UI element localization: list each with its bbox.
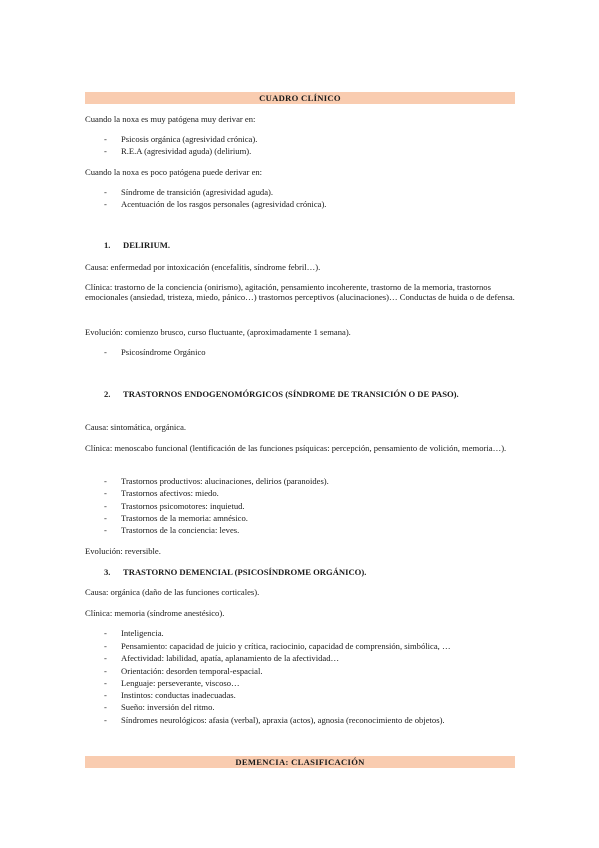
causa-paragraph: Causa: sintomática, orgánica. xyxy=(85,422,187,432)
clinica-paragraph: Clínica: menoscabo funcional (lentificación de las funciones psíquicas: percepción, pensamiento de volición, memoria…). xyxy=(85,443,507,453)
causa-paragraph: Causa: orgánica (daño de las funciones corticales). xyxy=(85,587,260,597)
evolucion-paragraph: Evolución: comienzo brusco, curso fluctuante, (aproximadamente 1 semana). xyxy=(85,327,351,337)
intro-paragraph: Cuando la noxa es muy patógena muy derivar en: xyxy=(85,114,256,124)
evolucion-paragraph: Evolución: reversible. xyxy=(85,546,161,556)
clinica-paragraph: Clínica: memoria (síndrome anestésico). xyxy=(85,608,225,618)
causa-paragraph: Causa: enfermedad por intoxicación (encefalitis, síndrome febril…). xyxy=(85,262,321,272)
intro-paragraph: Cuando la noxa es poco patógena puede derivar en: xyxy=(85,167,263,177)
clinica-paragraph: Clínica: trastorno de la conciencia (onirismo), agitación, pensamiento incoherente, trastorno de la memoria, trastornos emocionales (ansiedad, tristeza, miedo, pánico…) trastornos perceptivos (alucinaciones)… Conductas de huida o de defensa. xyxy=(85,282,515,303)
section-title-band: CUADRO CLÍNICO xyxy=(85,92,515,104)
document-page: CUADRO CLÍNICO Cuando la noxa es muy patógena muy derivar en: - Psicosis orgánica (agresividad crónica). - R.E.A (agresividad aguda) (delirium). Cuando la noxa es poco patógena puede derivar en: - Síndrome de transición (agresividad aguda). - Acentuación de los rasgos personales (agresividad crónica). 1. DELIRIUM. Causa: enfermedad por intoxicación (encefalitis, síndrome febril…). Clínica: trastorno de la conciencia (onirismo), agitación, pensamiento incoherente, trastorno de la memoria, trastornos emocionales (ansiedad, tristeza, miedo, pánico…) trastornos perceptivos (alucinaciones)… Conductas de huida o de defensa. Evolución: comienzo brusco, curso fluctuante, (aproximadamente 1 semana). - Psicosíndrome Orgánico 2. TRASTORNOS ENDOGENOMÓRGICOS (SÍNDROME DE TRANSICIÓN O DE PASO). Causa: sintomática, orgánica. Clínica: menoscabo funcional (lentificación de las funciones psíquicas: percepción, pensamiento de volición, memoria…). - Trastornos productivos: alucinaciones, delirios (paranoides). - Trastornos afectivos: miedo. - Trastornos psicomotores: inquietud. - Trastornos de la memoria: amnésico. - Trastornos de la conciencia: leves. Evolución: reversible. 3. TRASTORNO DEMENCIAL (PSICOSÍNDROME ORGÁNICO). Causa: orgánica (daño de las funciones corticales). Clínica: memoria (síndrome anestésico). - Inteligencia. - Pensamiento: capacidad de juicio y crítica, raciocinio, capacidad de comprensión, simbólica, … - Afectividad: labilidad, apatía, aplanamiento de la afectividad… - Orientación: desorden temporal-espacial. - Lenguaje: perseverante, viscoso… - Instintos: conductas inadecuadas. - Sueño: inversión del ritmo. - Síndromes neurológicos: afasia (verbal), apraxia (actos), agnosia (reconocimiento de objetos). DEMENCIA: CLASIFICACIÓN xyxy=(85,93,515,767)
section-title-band: DEMENCIA: CLASIFICACIÓN xyxy=(85,756,515,768)
